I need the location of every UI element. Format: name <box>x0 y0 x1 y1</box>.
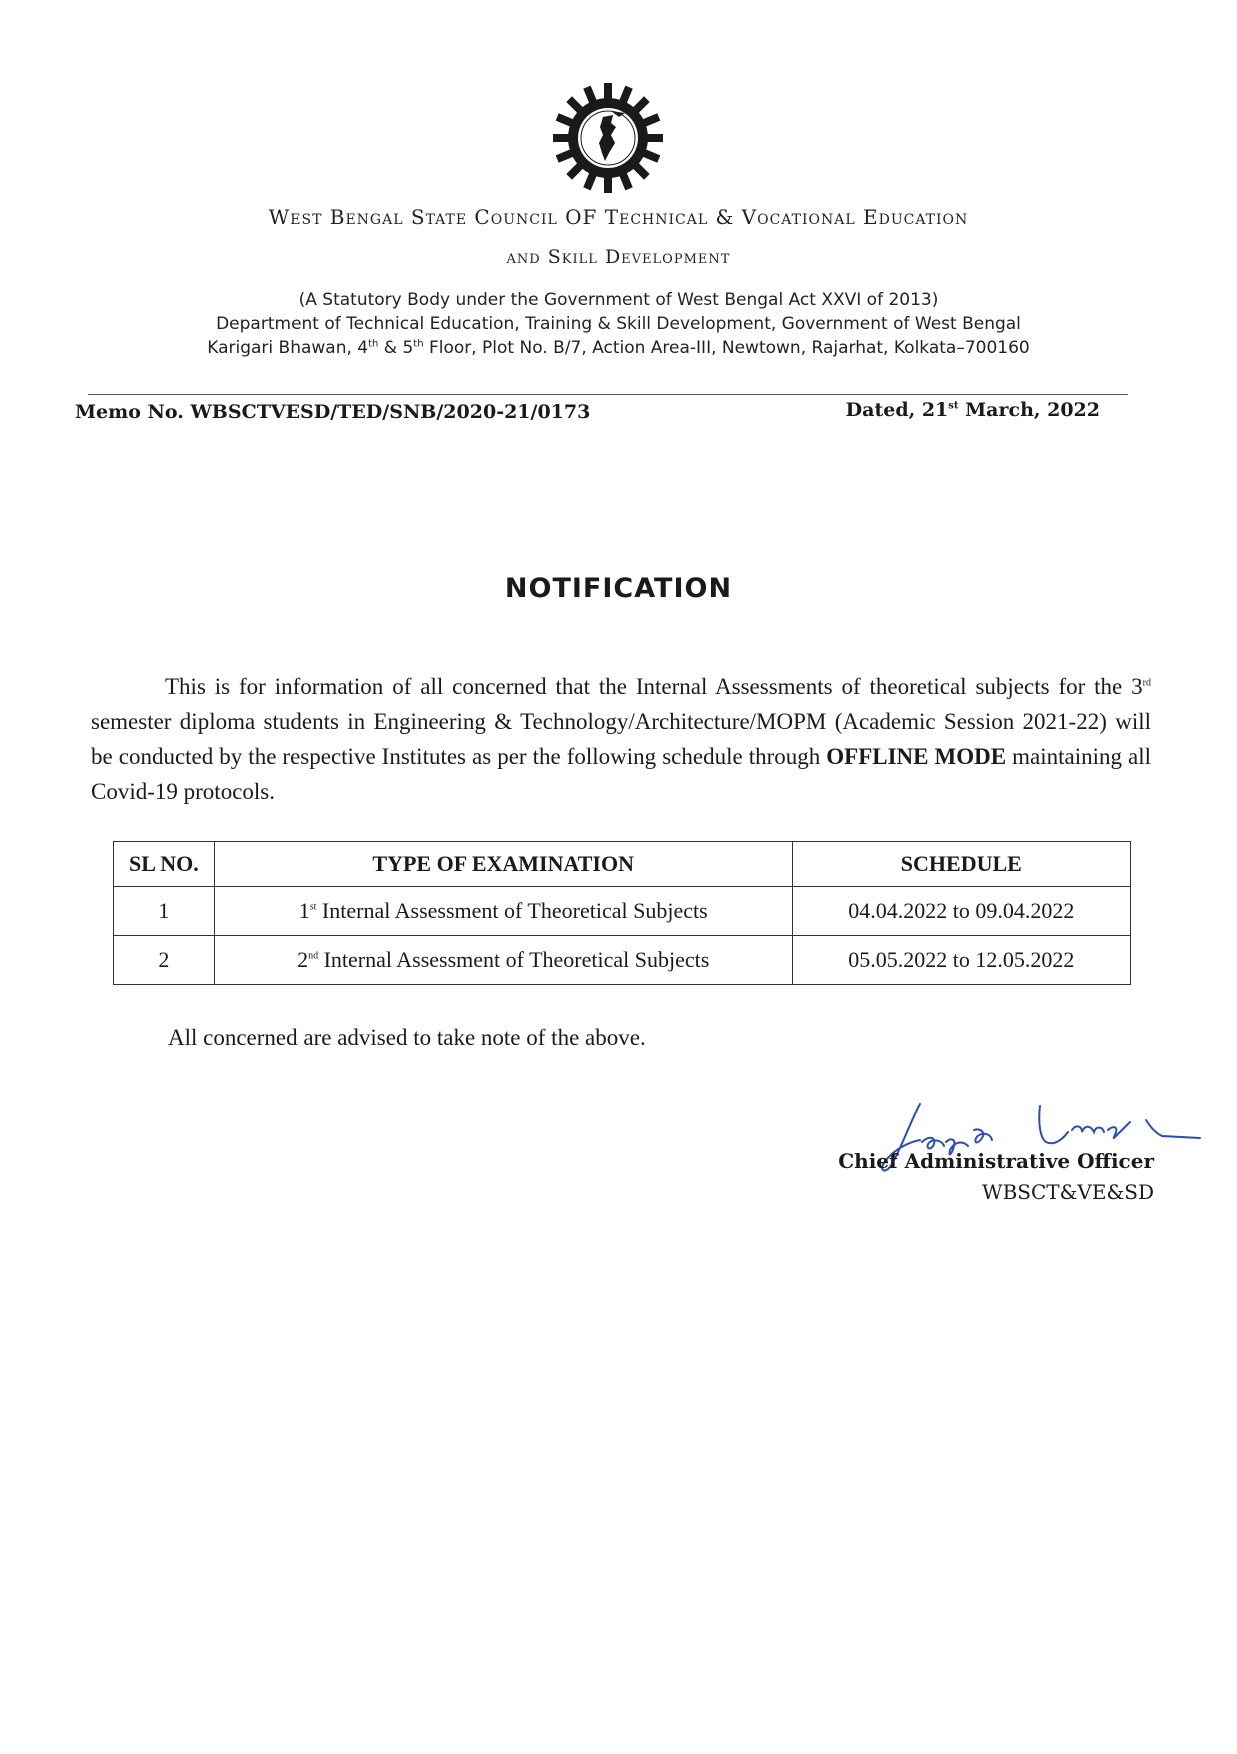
memo-number: Memo No. WBSCTVESD/TED/SNB/2020-21/0173 <box>75 401 591 423</box>
organization-name-line2: and Skill Development <box>506 246 731 268</box>
council-logo <box>553 83 663 193</box>
header-type-of-examination: TYPE OF EXAMINATION <box>214 842 792 887</box>
table-header-row <box>114 842 1131 887</box>
cell-schedule: 05.05.2022 to 12.05.2022 <box>792 936 1130 985</box>
table-row <box>114 887 1131 936</box>
header-sl-no: SL NO. <box>114 842 215 887</box>
cell-type: 2nd Internal Assessment of Theoretical Subjects <box>214 936 792 985</box>
header-divider <box>88 394 1128 395</box>
schedule-table <box>113 841 1131 985</box>
signatory-department: WBSCT&VE&SD <box>982 1180 1154 1204</box>
memo-date: Dated, 21st March, 2022 <box>845 399 1100 421</box>
statutory-body-line: (A Statutory Body under the Government of West Bengal Act XXVI of 2013) <box>298 290 939 310</box>
cell-schedule: 04.04.2022 to 09.04.2022 <box>792 887 1130 936</box>
table-row <box>114 936 1131 985</box>
advisory-note: All concerned are advised to take note of the above. <box>168 1025 646 1050</box>
cell-sl: 1 <box>114 887 215 936</box>
cell-type: 1st Internal Assessment of Theoretical Subjects <box>214 887 792 936</box>
organization-name-line1: West Bengal State Council OF Technical & Vocational Education <box>268 205 969 229</box>
address-line: Karigari Bhawan, 4th & 5th Floor, Plot No. B/7, Action Area-III, Newtown, Rajarhat, Kolkata–700160 <box>207 338 1030 358</box>
department-line: Department of Technical Education, Training & Skill Development, Government of West Bengal <box>216 314 1021 334</box>
notification-body: This is for information of all concerned that the Internal Assessments of theoretical subjects for the 3rd semester diploma students in Engineering & Technology/Architecture/MOPM (Academic Session 2021-22) will be conducted by the respective Institutes as per the following schedule through OFFLINE MODE maintaining all Covid-19 protocols. <box>91 674 1152 804</box>
header-schedule: SCHEDULE <box>792 842 1130 887</box>
notification-title: NOTIFICATION <box>504 573 733 604</box>
cell-sl: 2 <box>114 936 215 985</box>
signatory-title: Chief Administrative Officer <box>838 1149 1154 1173</box>
